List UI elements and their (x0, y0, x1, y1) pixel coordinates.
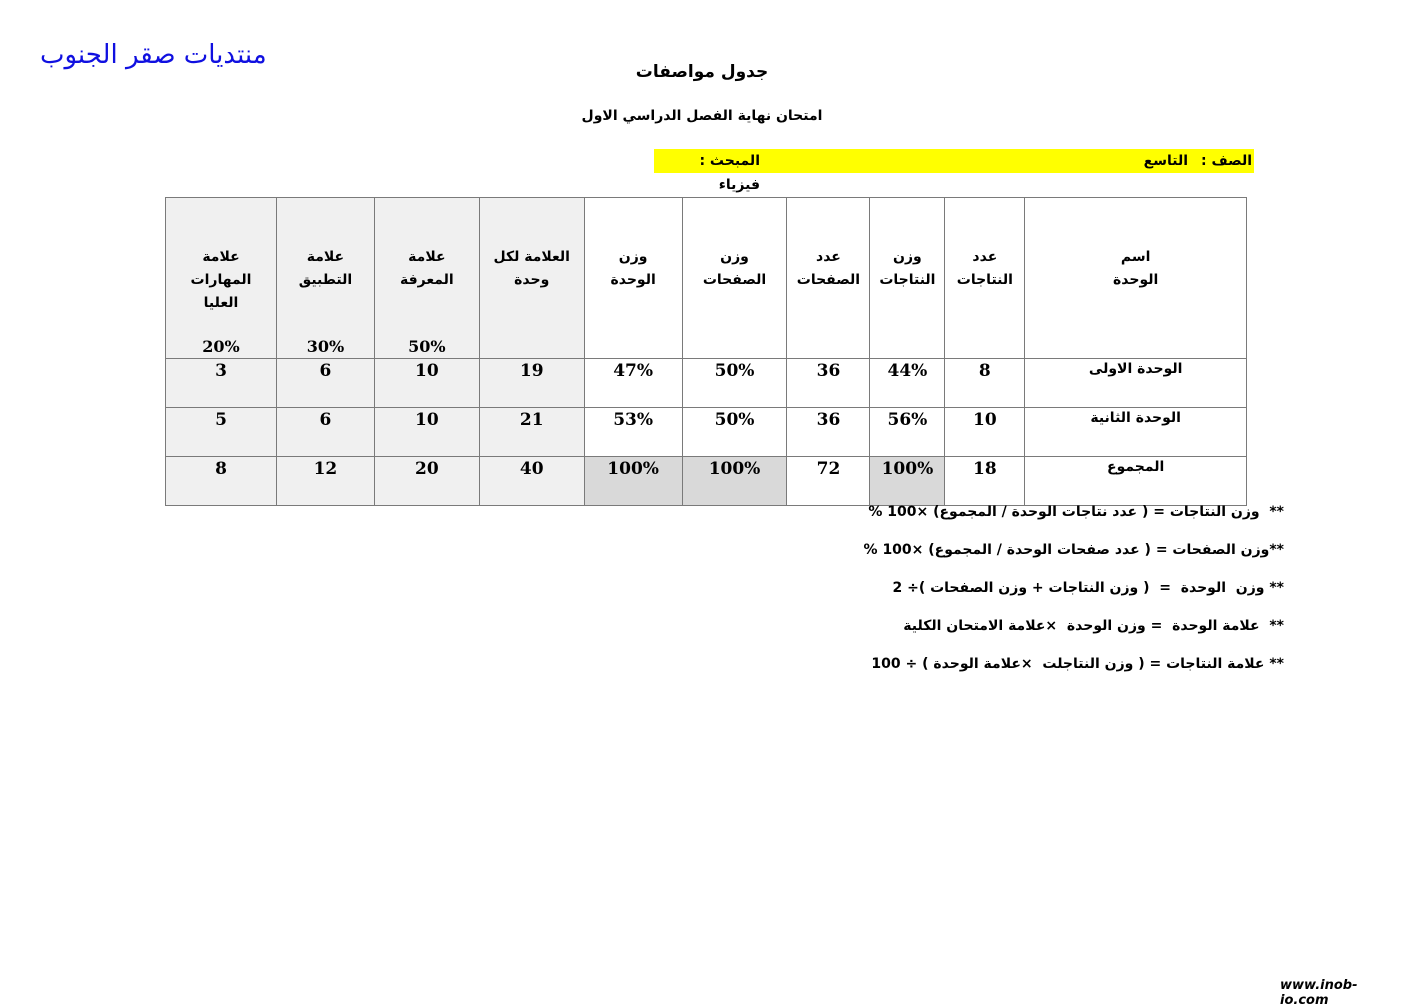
note-pages-weight: **وزن الصفحات = ( عدد صفحات الوحدة / المجموع) ×100 % (863, 542, 1284, 558)
class-subject-bar (654, 149, 1254, 193)
cell-higher-skills-mark: 3 (166, 359, 277, 408)
note-outcomes-weight: ** وزن النتاجات = ( عدد نتاجات الوحدة / المجموع) ×100 % (868, 504, 1284, 520)
note-unit-mark: ** علامة الوحدة = وزن الوحدة ×علامة الامتحان الكلية (903, 618, 1284, 634)
header-pages-count: عدد الصفحات (787, 198, 870, 359)
cell-unit-mark: 40 (479, 457, 584, 506)
header-pages-weight: وزن الصفحات (682, 198, 787, 359)
header-application-mark: علامة التطبيق 30% (276, 198, 374, 359)
knowledge-percentage: 50% (408, 337, 446, 356)
cell-application-mark: 6 (276, 408, 374, 457)
forum-watermark: منتديات صقر الجنوب (40, 40, 267, 70)
higher-skills-percentage: 20% (202, 337, 240, 356)
table-row (166, 359, 1247, 408)
cell-unit-mark: 21 (479, 408, 584, 457)
cell-unit-name: الوحدة الثانية (1025, 408, 1247, 457)
application-percentage: 30% (306, 337, 345, 356)
cell-pages-count: 36 (787, 359, 870, 408)
cell-outcomes-weight: 44% (870, 359, 945, 408)
cell-knowledge-mark: 20 (374, 457, 479, 506)
page-title: جدول مواصفات (635, 62, 769, 82)
cell-total-label: المجموع (1025, 457, 1247, 506)
cell-knowledge-mark: 10 (374, 408, 479, 457)
header-higher-skills-mark: علامة المهارات العليا 20% (166, 198, 277, 359)
cell-unit-mark: 19 (479, 359, 584, 408)
cell-pages-weight: 100% (682, 457, 787, 506)
note-outcomes-mark: ** علامة النتاجات = ( وزن النتاجلت ×علامة الوحدة ) ÷ 100 (871, 656, 1284, 672)
header-unit-name: اسم الوحدة (1025, 198, 1247, 359)
cell-pages-count: 36 (787, 408, 870, 457)
cell-application-mark: 12 (276, 457, 374, 506)
grade-label: الصف : (1201, 153, 1252, 169)
specifications-table (165, 197, 1247, 506)
table-header-row (166, 198, 1247, 359)
exam-subtitle: امتحان نهاية الفصل الدراسي الاول (581, 108, 823, 124)
cell-higher-skills-mark: 5 (166, 408, 277, 457)
formula-notes (600, 502, 1284, 692)
cell-pages-weight: 50% (682, 408, 787, 457)
subject-label: المبحث : فيزياء (699, 153, 760, 193)
header-unit-mark: العلامة لكل وحدة (479, 198, 584, 359)
cell-knowledge-mark: 10 (374, 359, 479, 408)
cell-outcomes-count: 8 (945, 359, 1025, 408)
cell-unit-name: الوحدة الاولى (1025, 359, 1247, 408)
cell-unit-weight: 47% (584, 359, 682, 408)
header-unit-weight: وزن الوحدة (584, 198, 682, 359)
cell-outcomes-count: 10 (945, 408, 1025, 457)
cell-unit-weight: 100% (584, 457, 682, 506)
cell-outcomes-weight: 56% (870, 408, 945, 457)
note-unit-weight: ** وزن الوحدة = ( وزن النتاجات + وزن الصفحات )÷ 2 (892, 580, 1284, 596)
cell-unit-weight: 53% (584, 408, 682, 457)
table-total-row (166, 457, 1247, 506)
footer-url: www.inob-io.com (1280, 978, 1358, 1008)
cell-application-mark: 6 (276, 359, 374, 408)
header-knowledge-mark: علامة المعرفة 50% (374, 198, 479, 359)
cell-outcomes-weight: 100% (870, 457, 945, 506)
grade-value: التاسع (1143, 153, 1188, 169)
cell-higher-skills-mark: 8 (166, 457, 277, 506)
cell-pages-count: 72 (787, 457, 870, 506)
table-row (166, 408, 1247, 457)
cell-outcomes-count: 18 (945, 457, 1025, 506)
cell-pages-weight: 50% (682, 359, 787, 408)
header-outcomes-count: عدد النتاجات (945, 198, 1025, 359)
header-outcomes-weight: وزن النتاجات (870, 198, 945, 359)
